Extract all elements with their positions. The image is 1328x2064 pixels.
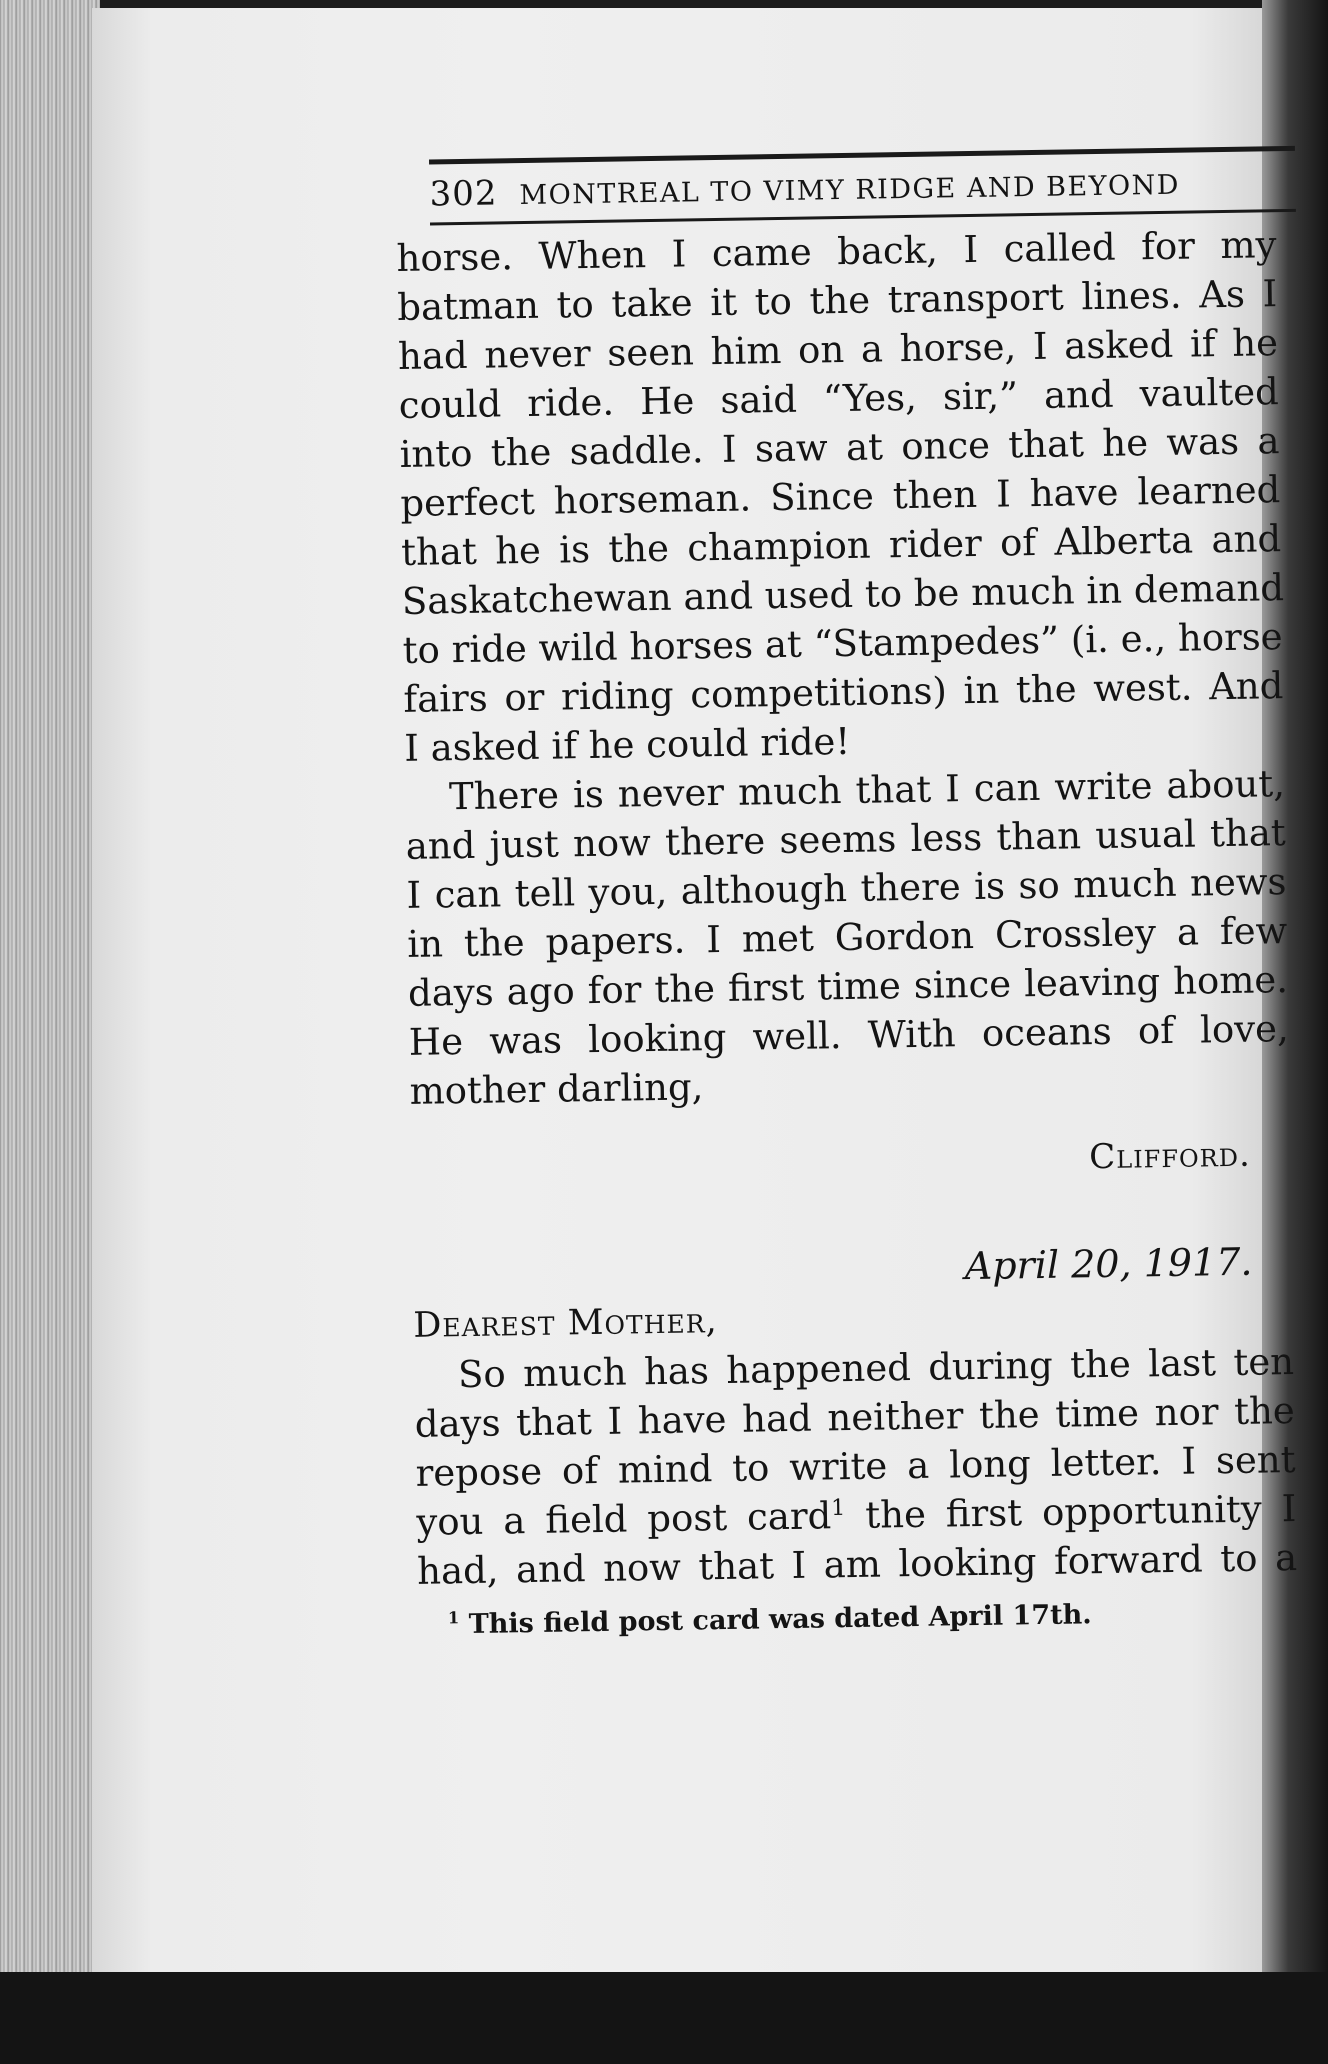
text-line: and just now there seems less than usual that: [405, 811, 1287, 868]
letter-salutation: Dearest Mother,: [413, 1301, 718, 1346]
running-head-title: MONTREAL TO VIMY RIDGE AND BEYOND: [519, 169, 1181, 212]
text-line: He was looking well. With oceans of love,: [408, 1007, 1290, 1064]
body-text: [396, 220, 1297, 1596]
text-line: repose of mind to write a long letter. I sent: [415, 1438, 1296, 1495]
book-page-edges: [0, 0, 100, 1980]
text-line: I can tell you, although there is so much news: [406, 860, 1287, 917]
footnote-marker: 1: [447, 1608, 460, 1628]
footnote-text: This field post card was dated April 17th.: [468, 1599, 1092, 1641]
text-line: horse. When I came back, I called for my: [396, 223, 1277, 280]
text-line: Saskatchewan and used to be much in demand: [401, 566, 1285, 623]
text-line: that he is the champion rider of Alberta and: [400, 517, 1282, 574]
text-line: I asked if he could ride!: [403, 719, 851, 770]
text-fragment: the first opportunity I: [864, 1487, 1297, 1537]
text-line: to ride wild horses at “Stampedes” (i. e., horse: [402, 615, 1283, 672]
text-line: There is never much that I can write about,: [448, 762, 1286, 819]
running-header: [429, 161, 1296, 215]
paragraph-3: [414, 1337, 1298, 1596]
text-line: perfect horseman. Since then I have learned: [400, 468, 1281, 525]
text-line: days ago for the first time since leaving home.: [407, 958, 1289, 1015]
text-line: could ride. He said “Yes, sir,” and vaulted: [398, 370, 1280, 427]
letter-signature: Clifford.: [1088, 1134, 1252, 1178]
text-line: into the saddle. I saw at once that he was a: [399, 419, 1280, 476]
footnote-reference: 1: [830, 1494, 846, 1521]
paragraph-2: [405, 759, 1290, 1116]
text-line: So much has happened during the last ten: [457, 1340, 1295, 1397]
page-number: 302: [429, 173, 498, 215]
paragraph-1: [396, 220, 1284, 773]
letter-dateline: April 20, 1917.: [964, 1239, 1253, 1289]
text-line: had, and now that I am looking forward to a: [416, 1536, 1298, 1593]
text-line: mother darling,: [409, 1065, 704, 1113]
page-content: [395, 146, 1298, 1641]
text-line: had never seen him on a horse, I asked if he: [397, 321, 1279, 378]
text-line: days that I have had neither the time nor the: [414, 1389, 1296, 1446]
text-line: batman to take it to the transport lines. As I: [396, 272, 1278, 329]
text-line: fairs or riding competitions) in the west. And: [403, 664, 1284, 721]
text-line: in the papers. I met Gordon Crossley a few: [406, 909, 1288, 966]
text-fragment: you a field post card: [416, 1494, 832, 1544]
scan-bottom-border: [0, 1972, 1328, 2064]
